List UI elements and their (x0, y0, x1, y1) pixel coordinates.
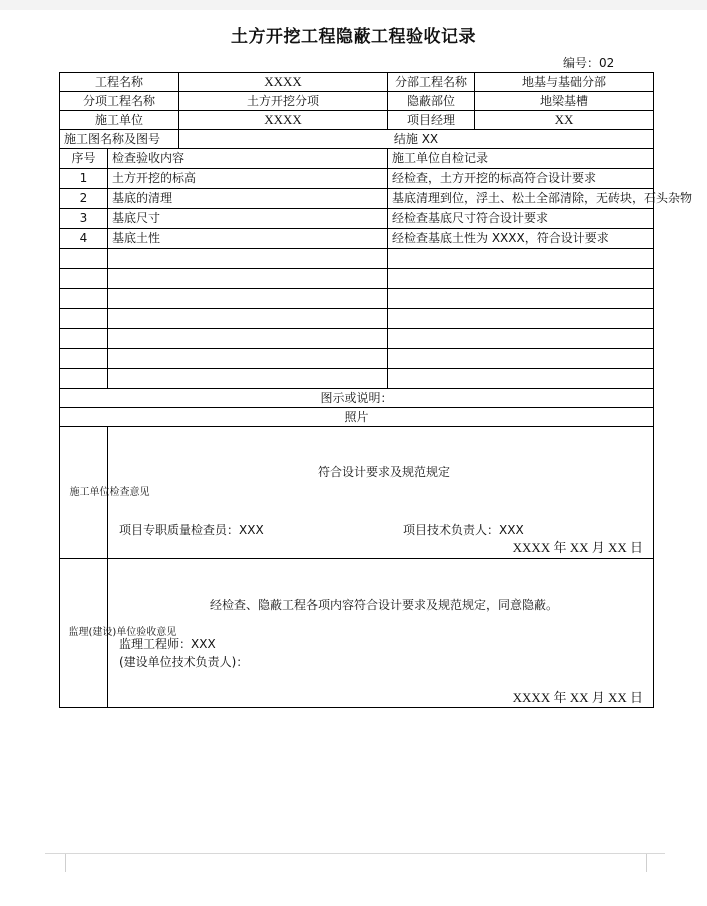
empty-cell (108, 349, 388, 369)
acceptance-record-table (59, 72, 693, 708)
row-record: 基底清理到位，浮土、松土全部清除，无砖块，石头杂物 (388, 189, 654, 209)
empty-cell (388, 349, 654, 369)
contractor-opinion-cell (108, 427, 654, 559)
info-row-project (60, 73, 654, 92)
table-row (60, 169, 654, 189)
info-row-drawing (60, 130, 654, 149)
row-record: 经检查，土方开挖的标高符合设计要求 (388, 169, 654, 189)
supervisor-opinion-date: XXXX 年 XX 月 XX 日 (512, 690, 644, 705)
empty-cell (388, 289, 654, 309)
supervisor-opinion-cell (108, 559, 654, 708)
empty-row (60, 249, 654, 269)
empty-cell (108, 269, 388, 289)
contractor-opinion-label-text: 施工单位检查意见 (69, 486, 150, 498)
subdivision-value: 土方开挖分项 (179, 92, 388, 111)
empty-cell (388, 329, 654, 349)
page-margin-mark-right (646, 854, 647, 872)
empty-cell (388, 309, 654, 329)
col-header-item: 检查验收内容 (108, 149, 388, 169)
supervising-engineer: 监理工程师：XXX (119, 637, 216, 651)
empty-cell (108, 309, 388, 329)
division-label: 分部工程名称 (388, 73, 475, 92)
project-name-value: XXXX (179, 73, 388, 92)
quality-inspector: 项目专职质量检查员：XXX (119, 523, 264, 537)
division-value: 地基与基础分部 (475, 73, 654, 92)
empty-cell (60, 309, 108, 329)
supervisor-opinion-label-text: 监理(建设)单位验收意见 (68, 627, 177, 638)
document-number: 编号：02 (563, 56, 615, 70)
illustration-label: 图示或说明： (60, 389, 654, 408)
row-no: 2 (60, 189, 108, 209)
supervisor-opinion-text: 经检查、隐蔽工程各项内容符合设计要求及规范规定，同意隐蔽。 (209, 598, 558, 612)
empty-cell (60, 369, 108, 389)
row-item: 基底的清理 (108, 189, 388, 209)
contractor-opinion-text: 符合设计要求及规范规定 (317, 465, 450, 479)
empty-row (60, 289, 654, 309)
supervisor-opinion-row (60, 559, 654, 708)
empty-cell (388, 269, 654, 289)
empty-cell (108, 329, 388, 349)
manager-value: XX (475, 111, 654, 130)
empty-cell (108, 369, 388, 389)
col-header-no: 序号 (60, 149, 108, 169)
project-name-label: 工程名称 (60, 73, 179, 92)
info-row-subdivision (60, 92, 654, 111)
document-title: 土方开挖工程隐蔽工程验收记录 (231, 27, 476, 47)
row-no: 3 (60, 209, 108, 229)
empty-cell (108, 289, 388, 309)
drawing-label: 施工图名称及图号 (60, 130, 179, 149)
empty-cell (60, 349, 108, 369)
illustration-label-row (60, 389, 654, 408)
empty-cell (108, 249, 388, 269)
empty-cell (60, 269, 108, 289)
row-record: 经检查基底尺寸符合设计要求 (388, 209, 654, 229)
table-row (60, 189, 654, 209)
hidden-part-value: 地梁基槽 (475, 92, 654, 111)
row-item: 基底尺寸 (108, 209, 388, 229)
empty-row (60, 269, 654, 289)
info-row-contractor (60, 111, 654, 130)
empty-cell (388, 369, 654, 389)
contractor-value: XXXX (179, 111, 388, 130)
contractor-opinion-date: XXXX 年 XX 月 XX 日 (512, 540, 644, 555)
empty-row (60, 309, 654, 329)
page-footer-line (45, 853, 665, 854)
supervisor-opinion-box (112, 559, 649, 707)
contractor-opinion-box (112, 427, 649, 558)
manager-label: 项目经理 (388, 111, 475, 130)
row-record: 经检查基底土性为 XXXX，符合设计要求 (388, 229, 654, 249)
empty-cell (60, 289, 108, 309)
contractor-label: 施工单位 (60, 111, 179, 130)
technical-lead: 项目技术负责人：XXX (403, 523, 524, 537)
row-no: 4 (60, 229, 108, 249)
checks-header-row (60, 149, 654, 169)
hidden-part-label: 隐蔽部位 (388, 92, 475, 111)
table-row (60, 229, 654, 249)
drawing-value: 结施 XX (179, 130, 654, 149)
empty-cell (60, 249, 108, 269)
row-item: 基底土性 (108, 229, 388, 249)
illustration-photo-row (60, 408, 654, 427)
table-row (60, 209, 654, 229)
empty-row (60, 369, 654, 389)
photo-placeholder: 照片 (60, 408, 654, 427)
col-header-record: 施工单位自检记录 (388, 149, 654, 169)
row-no: 1 (60, 169, 108, 189)
row-item: 土方开挖的标高 (108, 169, 388, 189)
empty-row (60, 329, 654, 349)
empty-cell (388, 249, 654, 269)
contractor-opinion-row (60, 427, 654, 559)
empty-cell (60, 329, 108, 349)
contractor-opinion-label (60, 427, 150, 559)
owner-technical-rep: (建设单位技术负责人)： (119, 655, 249, 669)
viewer-top-strip (0, 0, 707, 10)
page-margin-mark-left (65, 854, 66, 872)
empty-row (60, 349, 654, 369)
subdivision-label: 分项工程名称 (60, 92, 179, 111)
